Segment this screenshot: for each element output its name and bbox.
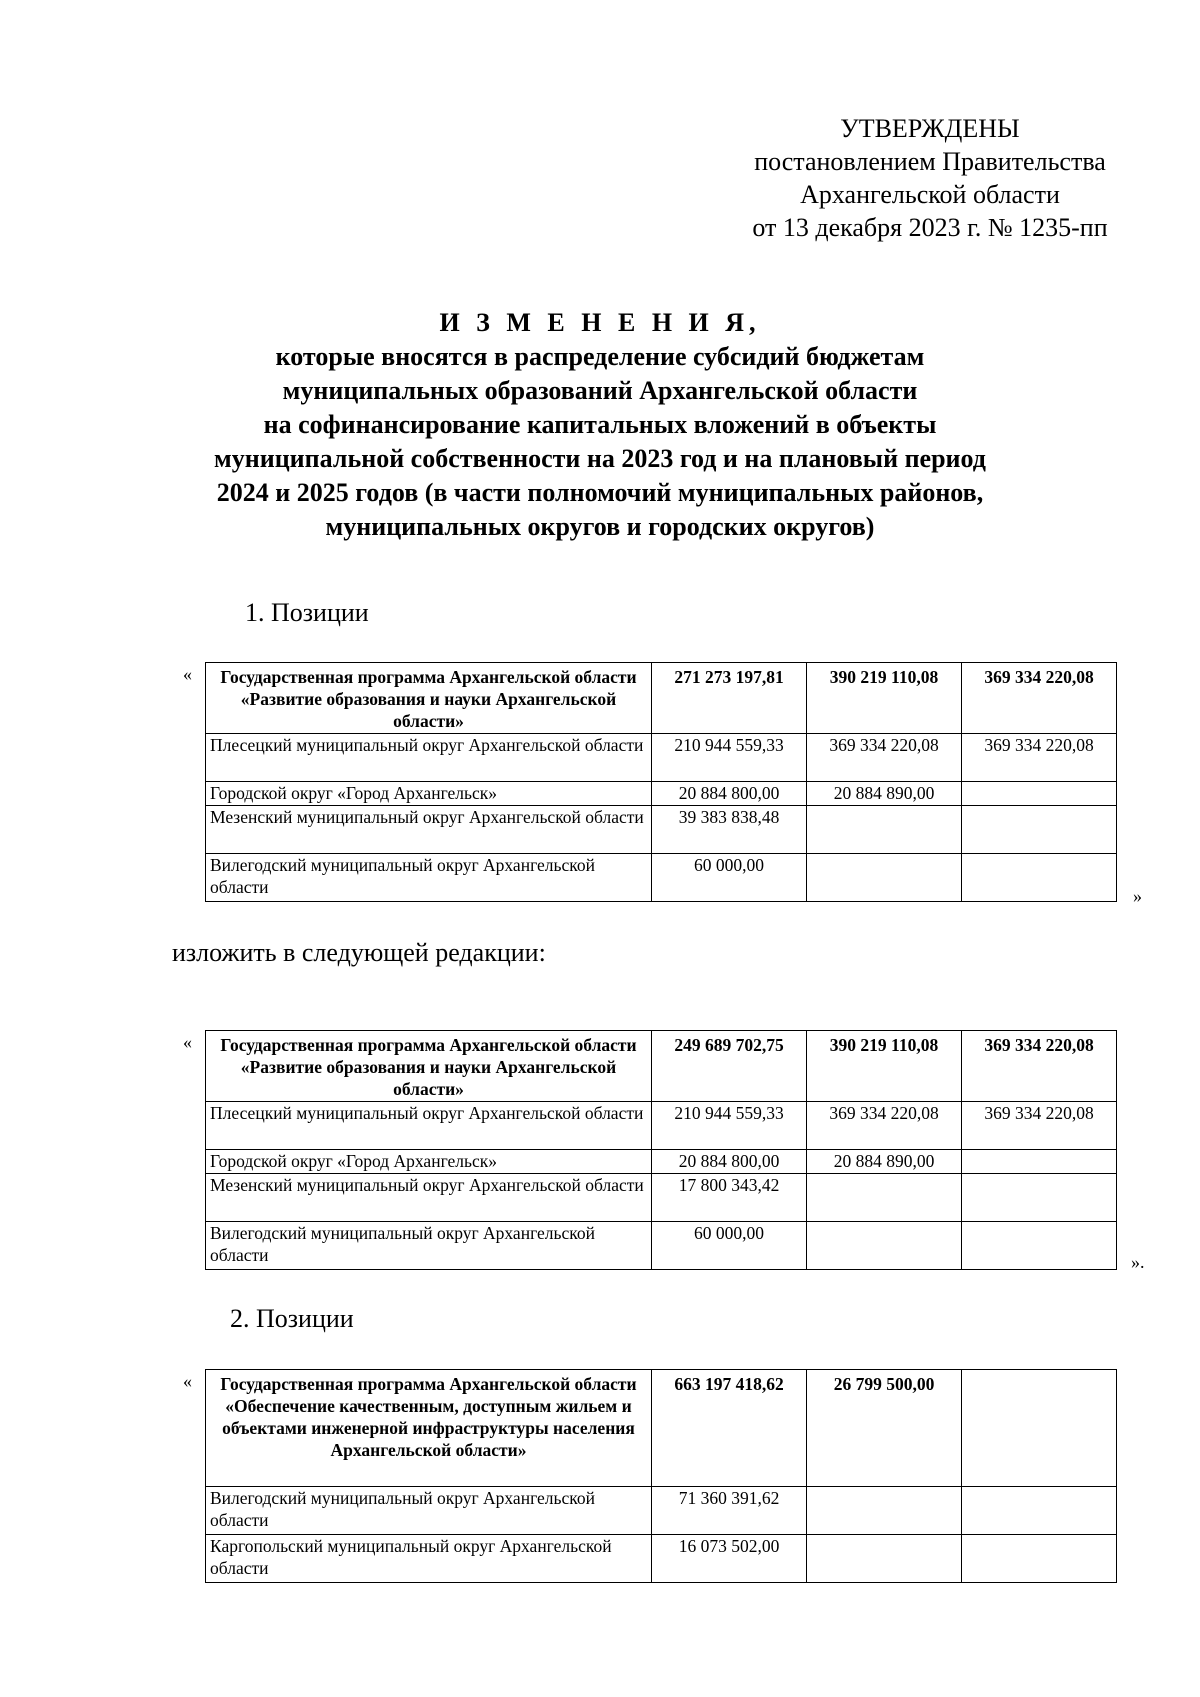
amount-2024-cell [807,1174,962,1222]
amount-2023-cell: 60 000,00 [652,1222,807,1270]
municipality-name-cell: Вилегодский муниципальный округ Архангельской области [206,1487,652,1535]
table-row [206,1535,1117,1583]
title-line: которые вносятся в распределение субсидий бюджетам [275,342,925,371]
amount-2024-cell: 369 334 220,08 [807,734,962,782]
amount-2024-cell [807,1222,962,1270]
amount-2023-cell: 210 944 559,33 [652,1102,807,1150]
section-2-label: 2. Позиции [230,1304,354,1333]
transition-text: изложить в следующей редакции: [172,938,546,967]
approval-region: Архангельской области [800,180,1060,209]
amount-2025-cell: 369 334 220,08 [962,734,1117,782]
amount-2024-cell: 26 799 500,00 [807,1370,962,1487]
amount-2023-cell: 39 383 838,48 [652,806,807,854]
amount-2025-cell [962,1370,1117,1487]
old-positions-table [205,662,1117,902]
amount-2023-cell: 17 800 343,42 [652,1174,807,1222]
municipality-name-cell: Городской округ «Город Архангельск» [206,1150,652,1174]
approval-block [700,112,1160,244]
amount-2023-cell: 210 944 559,33 [652,734,807,782]
amount-2025-cell [962,854,1117,902]
amount-2025-cell [962,1535,1117,1583]
title-line: на софинансирование капитальных вложений в объекты [263,410,937,439]
title-line: муниципальных образований Архангельской области [282,376,918,405]
amount-2025-cell [962,782,1117,806]
municipality-name-cell: Плесецкий муниципальный округ Архангельской области [206,1102,652,1150]
amount-2023-cell: 663 197 418,62 [652,1370,807,1487]
amount-2023-cell: 60 000,00 [652,854,807,902]
program-name-cell: Государственная программа Архангельской области «Обеспечение качественным, доступным жильем и объектами инженерной инфраструктуры населения Архангельской области» [206,1370,652,1487]
title-line: муниципальной собственности на 2023 год и на плановый период [214,444,986,473]
amount-2025-cell [962,1222,1117,1270]
amount-2023-cell: 271 273 197,81 [652,663,807,734]
table-row [206,734,1117,782]
municipality-name-cell: Вилегодский муниципальный округ Архангельской области [206,854,652,902]
municipality-name-cell: Городской округ «Город Архангельск» [206,782,652,806]
amount-2023-cell: 20 884 800,00 [652,782,807,806]
amount-2023-cell: 20 884 800,00 [652,1150,807,1174]
open-quote: « [183,1032,192,1052]
amount-2024-cell: 369 334 220,08 [807,1102,962,1150]
section-2-table [205,1369,1117,1583]
municipality-name-cell: Плесецкий муниципальный округ Архангельской области [206,734,652,782]
amount-2025-cell: 369 334 220,08 [962,1102,1117,1150]
section-1-label: 1. Позиции [245,598,369,627]
program-name-cell: Государственная программа Архангельской области «Развитие образования и науки Архангельской области» [206,1031,652,1102]
approval-authority: постановлением Правительства [754,147,1106,176]
amount-2023-cell: 16 073 502,00 [652,1535,807,1583]
table-row [206,1031,1117,1102]
title-heading: И З М Е Н Е Н И Я, [439,308,761,337]
amount-2023-cell: 249 689 702,75 [652,1031,807,1102]
table-row [206,1487,1117,1535]
municipality-name-cell: Вилегодский муниципальный округ Архангельской области [206,1222,652,1270]
amount-2025-cell [962,1150,1117,1174]
amount-2024-cell [807,1487,962,1535]
amount-2025-cell: 369 334 220,08 [962,663,1117,734]
table-row [206,1222,1117,1270]
amount-2025-cell [962,1487,1117,1535]
amount-2024-cell: 390 219 110,08 [807,1031,962,1102]
amount-2024-cell [807,1535,962,1583]
amount-2024-cell: 390 219 110,08 [807,663,962,734]
title-line: 2024 и 2025 годов (в части полномочий муниципальных районов, [216,478,984,507]
table-row [206,806,1117,854]
amount-2024-cell [807,854,962,902]
amount-2025-cell: 369 334 220,08 [962,1031,1117,1102]
municipality-name-cell: Мезенский муниципальный округ Архангельской области [206,1174,652,1222]
table-row [206,782,1117,806]
approval-title: УТВЕРЖДЕНЫ [840,114,1020,143]
amount-2023-cell: 71 360 391,62 [652,1487,807,1535]
table-row [206,854,1117,902]
municipality-name-cell: Каргопольский муниципальный округ Архангельской области [206,1535,652,1583]
close-quote-period: ». [1131,1252,1145,1272]
table-row [206,1370,1117,1487]
table-row [206,1102,1117,1150]
table-row [206,1150,1117,1174]
amount-2025-cell [962,806,1117,854]
amount-2024-cell [807,806,962,854]
amount-2024-cell: 20 884 890,00 [807,782,962,806]
amount-2025-cell [962,1174,1117,1222]
open-quote: « [183,664,192,684]
open-quote: « [183,1371,192,1391]
document-title [150,306,1050,544]
amount-2024-cell: 20 884 890,00 [807,1150,962,1174]
approval-date-number: от 13 декабря 2023 г. № 1235-пп [752,213,1108,242]
municipality-name-cell: Мезенский муниципальный округ Архангельской области [206,806,652,854]
new-positions-table [205,1030,1117,1270]
table-row [206,663,1117,734]
program-name-cell: Государственная программа Архангельской области «Развитие образования и науки Архангельской области» [206,663,652,734]
title-line: муниципальных округов и городских округов) [325,512,875,541]
table-row [206,1174,1117,1222]
close-quote: » [1133,886,1142,906]
